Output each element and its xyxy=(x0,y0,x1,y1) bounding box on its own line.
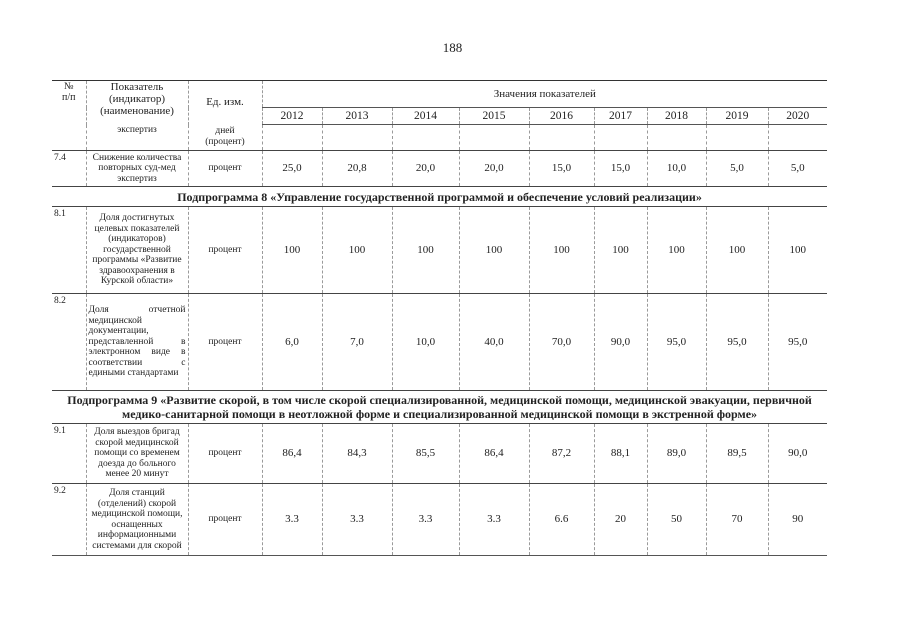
value-cell: 90,0 xyxy=(768,424,827,484)
row-num: 9.1 xyxy=(52,424,86,484)
page-number: 188 xyxy=(442,40,463,55)
unit-cell: процент xyxy=(188,294,262,391)
header-indicator: Показатель (индикатор) (наименование) xyxy=(86,81,188,125)
row-num: 7.4 xyxy=(52,151,86,187)
value-cell: 100 xyxy=(322,207,392,294)
value-cell: 86,4 xyxy=(262,424,322,484)
value-cell: 95,0 xyxy=(768,294,827,391)
value-cell: 90,0 xyxy=(594,294,647,391)
value-cell: 15,0 xyxy=(529,151,594,187)
unit-cell: дней (процент) xyxy=(188,125,262,151)
indicator-name: Доля станций (отделений) скорой медицинской помощи, оснащенных информационными системами для скорой xyxy=(86,484,188,556)
value-cell: 7,0 xyxy=(322,294,392,391)
value-cell xyxy=(459,125,529,151)
value-cell: 95,0 xyxy=(706,294,768,391)
value-cell: 70 xyxy=(706,484,768,556)
value-cell: 100 xyxy=(768,207,827,294)
value-cell xyxy=(529,125,594,151)
value-cell xyxy=(392,125,459,151)
header-year: 2013 xyxy=(322,108,392,125)
value-cell xyxy=(322,125,392,151)
value-cell: 89,5 xyxy=(706,424,768,484)
header-year: 2020 xyxy=(768,108,827,125)
value-cell: 20,0 xyxy=(459,151,529,187)
row-num: 9.2 xyxy=(52,484,86,556)
value-cell: 89,0 xyxy=(647,424,706,484)
value-cell: 3.3 xyxy=(262,484,322,556)
value-cell: 100 xyxy=(647,207,706,294)
value-cell: 10,0 xyxy=(647,151,706,187)
value-cell: 90 xyxy=(768,484,827,556)
header-num: № п/п xyxy=(52,81,86,125)
value-cell xyxy=(594,125,647,151)
subprogram-title: Подпрограмма 9 «Развитие скорой, в том числе скорой специализированной, медицинской помощи, медицинской эвакуации, первичной медико-санитарной помощи в неотложной форме и специализированной медицинской помощи в экстренной форме» xyxy=(52,391,827,424)
value-cell: 3.3 xyxy=(392,484,459,556)
header-values: Значения показателей xyxy=(262,81,827,108)
value-cell: 100 xyxy=(706,207,768,294)
value-cell: 3.3 xyxy=(322,484,392,556)
indicator-name: экспертиз xyxy=(86,125,188,151)
subprogram-title: Подпрограмма 8 «Управление государственной программой и обеспечение условий реализации» xyxy=(52,187,827,207)
value-cell: 6.6 xyxy=(529,484,594,556)
value-cell: 10,0 xyxy=(392,294,459,391)
header-year: 2018 xyxy=(647,108,706,125)
indicators-table xyxy=(52,80,827,556)
unit-cell: процент xyxy=(188,424,262,484)
indicator-name: Доля выездов бригад скорой медицинской помощи со временем доезда до больного менее 20 минут xyxy=(86,424,188,484)
value-cell xyxy=(647,125,706,151)
value-cell: 86,4 xyxy=(459,424,529,484)
header-year: 2014 xyxy=(392,108,459,125)
value-cell: 100 xyxy=(262,207,322,294)
unit-cell: процент xyxy=(188,484,262,556)
header-year: 2016 xyxy=(529,108,594,125)
header-year: 2012 xyxy=(262,108,322,125)
value-cell xyxy=(706,125,768,151)
value-cell: 25,0 xyxy=(262,151,322,187)
value-cell: 100 xyxy=(459,207,529,294)
value-cell: 84,3 xyxy=(322,424,392,484)
value-cell: 85,5 xyxy=(392,424,459,484)
indicator-name: Снижение количества повторных суд-мед экспертиз xyxy=(86,151,188,187)
value-cell: 100 xyxy=(594,207,647,294)
row-num: 8.2 xyxy=(52,294,86,391)
value-cell: 40,0 xyxy=(459,294,529,391)
value-cell: 100 xyxy=(392,207,459,294)
header-year: 2019 xyxy=(706,108,768,125)
value-cell: 6,0 xyxy=(262,294,322,391)
header-year: 2015 xyxy=(459,108,529,125)
value-cell: 95,0 xyxy=(647,294,706,391)
value-cell: 50 xyxy=(647,484,706,556)
row-num xyxy=(52,125,86,151)
value-cell xyxy=(262,125,322,151)
value-cell: 3.3 xyxy=(459,484,529,556)
value-cell: 5,0 xyxy=(706,151,768,187)
value-cell: 20,8 xyxy=(322,151,392,187)
value-cell: 5,0 xyxy=(768,151,827,187)
value-cell: 100 xyxy=(529,207,594,294)
value-cell: 88,1 xyxy=(594,424,647,484)
value-cell xyxy=(768,125,827,151)
value-cell: 87,2 xyxy=(529,424,594,484)
row-num: 8.1 xyxy=(52,207,86,294)
unit-cell: процент xyxy=(188,207,262,294)
value-cell: 20,0 xyxy=(392,151,459,187)
indicator-name: Доля отчетной медицинской документации, представленной в электронном виде в соответствии с едиными стандартами xyxy=(86,294,188,391)
header-unit: Ед. изм. xyxy=(188,81,262,125)
indicator-name: Доля достигнутых целевых показателей (индикаторов) государственной программы «Развитие здравоохранения в Курской области» xyxy=(86,207,188,294)
header-year: 2017 xyxy=(594,108,647,125)
unit-cell: процент xyxy=(188,151,262,187)
value-cell: 20 xyxy=(594,484,647,556)
value-cell: 70,0 xyxy=(529,294,594,391)
value-cell: 15,0 xyxy=(594,151,647,187)
